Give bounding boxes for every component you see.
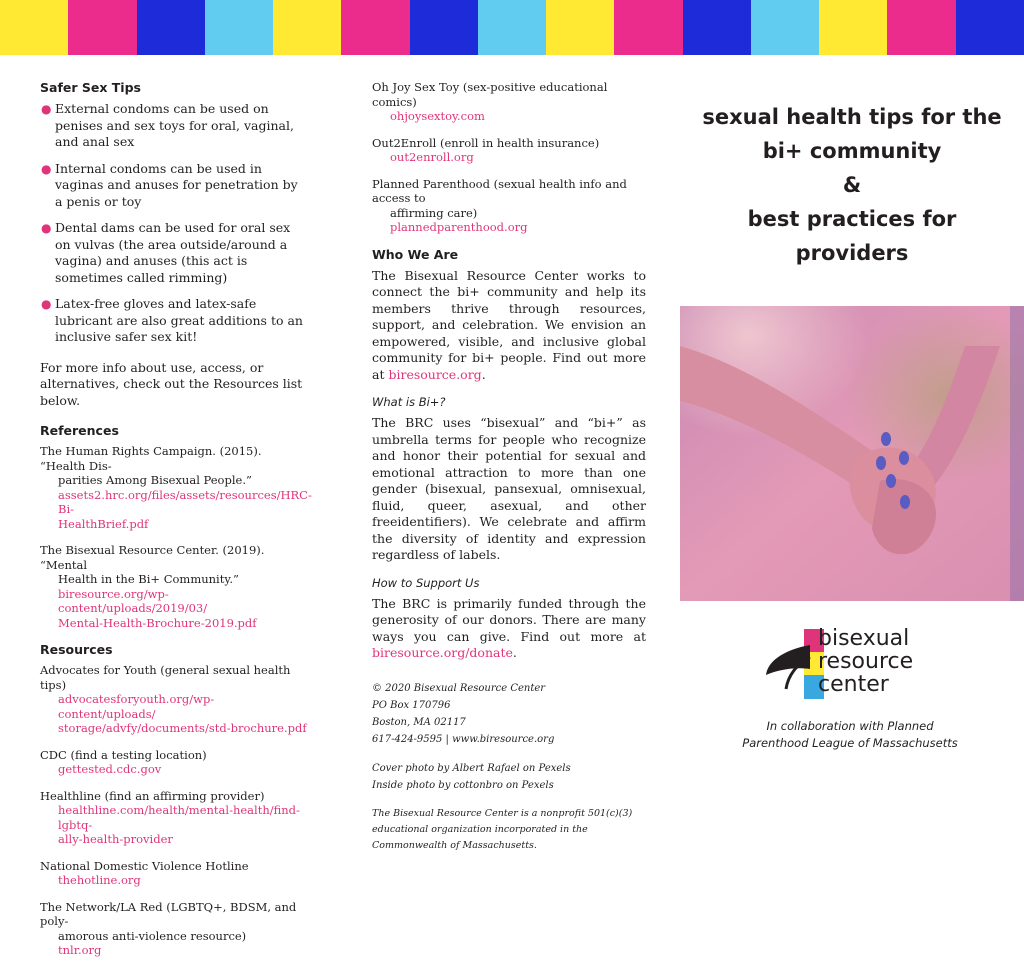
donate-link[interactable]: biresource.org/donate — [372, 645, 513, 660]
photo-credits: Cover photo by Albert Rafael on Pexels Inside photo by cottonbro on Pexels — [372, 762, 571, 791]
collaboration-note: In collaboration with Planned Parenthood League of Massachusetts — [742, 719, 958, 750]
resource-link[interactable]: storage/advfy/documents/std-brochure.pdf — [58, 721, 307, 735]
color-stripe — [751, 0, 819, 55]
cover-panel — [680, 82, 1024, 270]
color-stripe — [0, 0, 68, 55]
reference-item: The Human Rights Campaign. (2015). “Health Dis- parities Among Bisexual People.” assets2.hrc.org/files/assets/resources/HRC-Bi- HealthBrief.pdf — [40, 444, 312, 531]
reference-link[interactable]: Mental-Health-Brochure-2019.pdf — [58, 615, 257, 630]
middle-panel — [372, 80, 646, 854]
reference-link[interactable]: HealthBrief.pdf — [58, 516, 149, 531]
more-info-text: For more info about use, access, or alternatives, check out the Resources list below. — [40, 359, 303, 408]
color-stripe — [614, 0, 682, 55]
logo-wordmark: bisexual resource center — [818, 626, 914, 697]
color-stripe — [273, 0, 341, 55]
resource-item: Advocates for Youth (general sexual health tips) advocatesforyouth.org/wp-content/uploads/ storage/advfy/documents/std-brochure.pdf — [40, 663, 307, 735]
resource-link[interactable]: plannedparenthood.org — [390, 220, 528, 234]
color-stripe — [341, 0, 409, 55]
brc-logo — [762, 627, 962, 707]
support-text: The BRC is primarily funded through the generosity of our donors. There are many ways you can give. Find out more at biresource.org/donate. — [372, 595, 646, 660]
bullet-icon: ● — [41, 161, 52, 176]
left-panel — [40, 80, 312, 970]
color-stripe-banner — [0, 0, 1024, 55]
reference-link[interactable]: assets2.hrc.org/files/assets/resources/HRC-Bi- — [58, 487, 312, 516]
who-we-are-heading: Who We Are — [372, 246, 459, 262]
resource-item: National Domestic Violence Hotline thehotline.org — [40, 859, 308, 888]
list-item: ● External condoms can be used on penises and sex toys for oral, vaginal, and anal sex — [41, 101, 294, 149]
color-stripe — [887, 0, 955, 55]
resource-item: Planned Parenthood (sexual health info and access to affirming care) plannedparenthood.org — [372, 177, 646, 235]
brochure-title: sexual health tips for the bi+ community & best practices for providers — [702, 105, 1002, 265]
support-heading: How to Support Us — [372, 575, 480, 590]
resource-item: Out2Enroll (enroll in health insurance) out2enroll.org — [372, 136, 646, 165]
what-is-bi-heading: What is Bi+? — [372, 395, 446, 409]
who-we-are-text: The Bisexual Resource Center works to connect the bi+ community and help its members thrive through resources, support, and celebration. We envision an empowered, visible, and inclusive global community for bi+ people. Find out more at biresource.org. — [372, 267, 646, 382]
website-link[interactable]: biresource.org — [388, 366, 482, 382]
resource-link[interactable]: thehotline.org — [58, 873, 141, 887]
color-stripe — [410, 0, 478, 55]
resource-link[interactable]: tnlr.org — [58, 943, 102, 957]
bullet-icon: ● — [41, 297, 52, 311]
resource-link[interactable]: ally-health-provider — [58, 832, 173, 846]
reference-item: The Bisexual Resource Center. (2019). “Mental Health in the Bi+ Community.” biresource.org/wp-content/uploads/2019/03/ Mental-Health-Brochure-2019.pdf — [40, 543, 308, 630]
bullet-icon: ● — [41, 221, 52, 235]
contact-info: © 2020 Bisexual Resource Center PO Box 170796 Boston, MA 02117 617-424-9595 | www.biresource.org — [372, 682, 555, 745]
resource-link[interactable]: out2enroll.org — [390, 150, 474, 164]
reference-link[interactable]: biresource.org/wp-content/uploads/2019/03/ — [58, 586, 208, 615]
color-stripe — [478, 0, 546, 55]
list-item: ● Dental dams can be used for oral sex on vulvas (the area outside/around a vagina) and anuses (this act is sometimes called rimming) — [41, 220, 291, 285]
color-stripe — [546, 0, 614, 55]
resource-item: The Network/LA Red (LGBTQ+, BDSM, and poly- amorous anti-violence resource) tnlr.org — [40, 900, 308, 958]
list-item: ● Latex-free gloves and latex-safe lubricant are also great additions to an inclusive safer sex kit! — [41, 296, 303, 344]
list-item: ● Internal condoms can be used in vaginas and anuses for penetration by a penis or toy — [41, 160, 298, 209]
safer-sex-heading: Safer Sex Tips — [40, 80, 141, 95]
tips-list — [40, 101, 308, 346]
color-stripe — [956, 0, 1024, 55]
color-stripe — [819, 0, 887, 55]
nonprofit-note: The Bisexual Resource Center is a nonprofit 501(c)(3) educational organization incorporated in the Commonwealth of Massachusetts. — [372, 807, 633, 851]
color-stripe — [137, 0, 205, 55]
what-is-bi-text: The BRC uses “bisexual” and “bi+” as umbrella terms for people who recognize and honor their potential for sexual and emotional attraction to more than one gender (bisexual, pansexual, omnisexual, fluid, queer, asexual, and other freeidentifiers). We celebrate and affirm the diversity of identity and expression regardless of labels. — [372, 415, 646, 562]
resource-link[interactable]: advocatesforyouth.org/wp-content/uploads/ — [58, 692, 215, 721]
references-heading: References — [40, 423, 119, 438]
color-stripe — [683, 0, 751, 55]
cover-photo — [680, 306, 1024, 601]
resources-heading: Resources — [40, 642, 113, 657]
color-stripe — [205, 0, 273, 55]
resource-item: CDC (find a testing location) gettested.cdc.gov — [40, 748, 308, 777]
resource-link[interactable]: healthline.com/health/mental-health/find-lgbtq- — [58, 803, 300, 832]
bullet-icon: ● — [41, 102, 52, 116]
resource-link[interactable]: ohjoysextoy.com — [390, 109, 485, 123]
resource-item: Oh Joy Sex Toy (sex-positive educational comics) ohjoysextoy.com — [372, 80, 646, 124]
resource-item: Healthline (find an affirming provider) healthline.com/health/mental-health/find-lgbtq- ally-health-provider — [40, 789, 308, 847]
resource-link[interactable]: gettested.cdc.gov — [58, 762, 162, 776]
color-stripe — [68, 0, 136, 55]
